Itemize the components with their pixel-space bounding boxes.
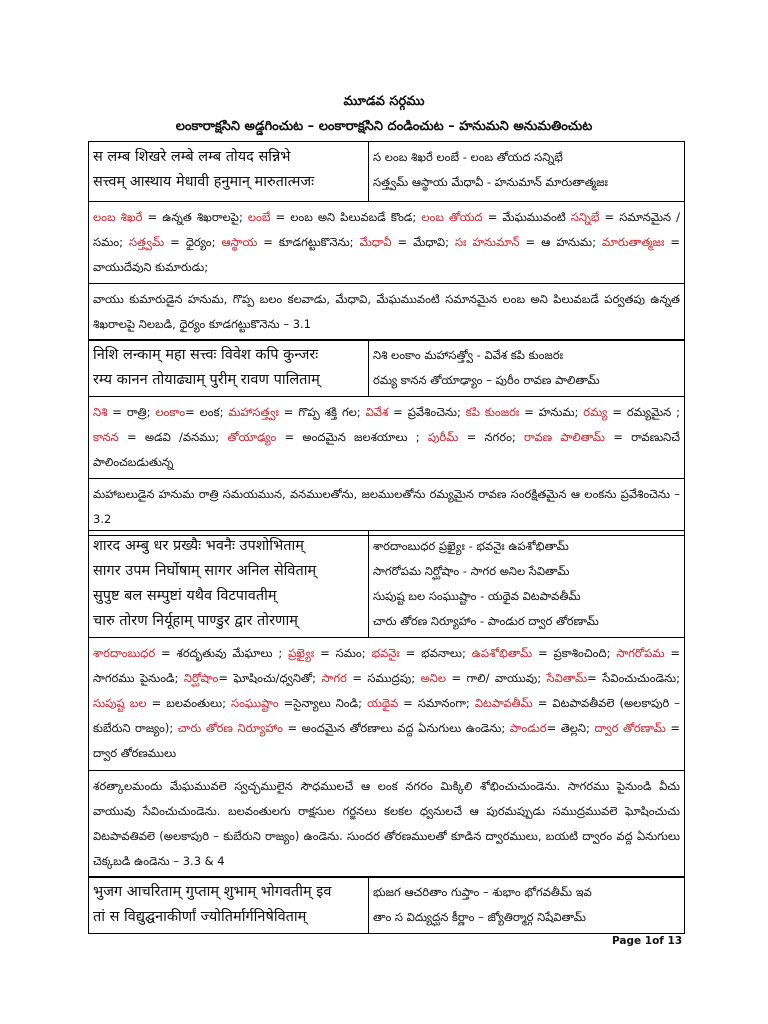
gloss-term: సాగర <box>321 671 347 685</box>
gloss-term: కపి కుంజరః <box>465 405 520 419</box>
sanskrit-line: सागर उपम निर्घोषाम् सागर अनिल सेविताम् <box>93 563 317 579</box>
gloss-term: ద్వార తోరణామ్ <box>594 721 666 735</box>
gloss-definition: = వాయుదేవుని కుమారుడు; <box>93 235 680 274</box>
gloss-term: సత్త్వమ్ <box>128 235 165 249</box>
verse-table <box>88 876 685 934</box>
gloss-term: ప్రఖ్యైః <box>288 646 315 660</box>
gloss-term: విటపావతీమ్ <box>474 696 533 710</box>
gloss-term: పాండుర <box>509 721 547 735</box>
gloss-term: సన్నిభే <box>570 210 600 224</box>
gloss-definition: = విటపావతీవలె (అలకాపురి – కుబేరుని రాజ్యం); <box>93 696 681 735</box>
word-meaning-cell <box>89 638 685 771</box>
gloss-definition: = ఘోషించు/ధ్వనితో; <box>218 671 322 685</box>
telugu-line: సాగరోపమ నిర్ఘోషాం - సాగర అనిల సేవితామ్ <box>373 564 570 578</box>
gloss-definition: = నగరం; <box>458 430 525 444</box>
page-number: Page 1of 13 <box>612 935 683 947</box>
gloss-term: రావణ పాలితామ్ <box>524 430 605 444</box>
verse-table <box>88 141 685 341</box>
sanskrit-line: भुजग आचरिताम् गुप्ताम् शुभाम् भोगवतीम् इव <box>93 884 332 900</box>
gloss-definition: = గాలి/ వాయువు; <box>446 671 547 685</box>
gloss-definition: = ఉన్నత శిఖరాలపై; <box>142 210 248 224</box>
gloss-term: నిర్ఘోషాం <box>183 671 219 685</box>
gloss-term: వివేశ <box>365 405 389 419</box>
gloss-definition: = సమానమైన /సమం; <box>93 210 681 249</box>
telugu-line: నిశి లంకాం మహాసత్త్వో - వివేశ కపి కుంజరః <box>373 348 564 362</box>
gloss-definition: = భవనాలు; <box>399 646 472 660</box>
page-title: మూడవ సర్గము <box>343 94 425 109</box>
gloss-definition: = రమ్యమైన ; <box>607 405 681 419</box>
gloss-term: లంబ శిఖరే <box>93 210 143 224</box>
gloss-term: అనిల <box>420 671 446 685</box>
gloss-definition: = రావణునిచే పాలించబడుతున్న <box>93 430 680 469</box>
gloss-term: సంఘుష్టాం <box>231 696 279 710</box>
gloss-definition: = కూడగట్టుకొనెను; <box>257 235 360 249</box>
gloss-term: సుపుష్ట బల <box>93 696 147 710</box>
gloss-term: లంకాం <box>155 405 186 419</box>
gloss-definition: = సమానంగా; <box>398 696 475 710</box>
gloss-definition: = సాగరము పైనుండి; <box>93 646 681 685</box>
sanskrit-line: रम्य कानन तोयाढ्याम् पुरीम् रावण पालिताम् <box>93 372 320 388</box>
gloss-definition: = సమం; <box>314 646 372 660</box>
gloss-definition: = అడవి /వనము; <box>118 430 228 444</box>
gloss-definition: = సేవించుచుండెను; <box>587 671 681 685</box>
telugu-transliteration-cell <box>369 877 685 934</box>
sanskrit-cell <box>89 531 369 638</box>
gloss-definition: = శరదృతువు మేఘాలు ; <box>155 646 289 660</box>
page-subtitle: లంకారాక్షసిని అడ్డగించుట – లంకారాక్షసిని దండించుట – హనుమని అనుమతించుట <box>175 119 593 134</box>
sanskrit-cell <box>89 877 369 934</box>
word-meaning-cell <box>89 397 685 479</box>
gloss-term: సాగరోపమ <box>616 646 665 660</box>
telugu-line: రమ్య కానన తోయాఢ్యాం – పురీం రావణ పాలితామ్ <box>373 373 600 387</box>
sanskrit-cell <box>89 340 369 397</box>
verse-block <box>88 876 684 934</box>
sanskrit-line: सुपुष्ट बल सम्पुष्टां यथैव विटपावतीम् <box>93 588 277 604</box>
telugu-line: చారు తోరణ నిర్యూహాం - పాండుర ద్వార తోరణామ్ <box>373 614 599 628</box>
verse-meaning: వాయు కుమారుడైన హనుమ, గొప్ప బలం కలవాడు, మేధావి, మేఘమువంటి సమానమైన లంబ అని పిలువబడే పర్వతపు ఉన్నత శిఖరాలపై నిలబడి, ధైర్యం కూడగట్టుకొనెను – 3.1 <box>89 284 685 341</box>
gloss-definition: = మేధావి; <box>391 235 455 249</box>
telugu-line: శారదాంబుధర ప్రఖ్యైః - భవనైః ఉపశోభితామ్ <box>373 539 569 553</box>
verse-block <box>88 339 684 536</box>
sanskrit-cell <box>89 142 369 202</box>
gloss-term: సేవితామ్ <box>546 671 588 685</box>
sanskrit-line: तां स विद्युद्घनाकीर्णां ज्योतिर्मार्गनिषेविताम् <box>93 909 307 925</box>
gloss-definition: = బలవంతులు; <box>146 696 231 710</box>
telugu-line: సుపుష్ట బల సంఘుష్టాం - యథైవ విటపావతీమ్ <box>373 589 581 603</box>
telugu-line: భుజగ ఆచరితాం గుప్తాం – శుభాం భోగవతీమ్ ఇవ <box>373 885 592 899</box>
gloss-definition: = సముద్రపు; <box>346 671 421 685</box>
sanskrit-line: शारद अम्बु धर प्रख्यैः भवनैः उपशोभिताम् <box>93 538 304 554</box>
gloss-term: భవనైః <box>371 646 400 660</box>
telugu-line: సత్త్వమ్ ఆస్థాయ మేధావీ - హనుమాన్ మారుతాత్మజః <box>373 175 608 189</box>
telugu-transliteration-cell <box>369 531 685 638</box>
verse-table <box>88 339 685 536</box>
verse-block <box>88 530 684 878</box>
telugu-line: తాం స విద్యుద్ఘన కీర్ణాం – జ్యోతిర్మార్గ నిషేవితామ్ <box>373 910 586 924</box>
verse-meaning: శరత్కాలమందు మేఘమువలె స్వచ్ఛములైన సౌధములచే ఆ లంక నగరం మిక్కిలి శోభించుచుండెను. సాగరము పైనుండి వీచు వాయువు సేవించుచుండెను. బలవంతులగు రాక్షసుల గర్జనలు కలకల ధ్వనులచే ఆ పురమప్పుడు సముద్రమువలె ఘోషించుచు విటపావతివలె (అలకాపురి – కుబేరుని రాజ్యం) ఉండెను. సుందర తోరణములతో కూడిన ద్వారములు, బయటి ద్వారం వద్ద ఏనుగులు చెక్కబడి ఉండెను – 3.3 & 4 <box>89 771 685 878</box>
gloss-definition: =సైన్యాలు నిండి; <box>278 696 368 710</box>
sanskrit-line: चारु तोरण निर्यूहाम् पाण्डुर द्वार तोरणाम् <box>93 613 298 629</box>
gloss-term: తోయాఢ్యం <box>227 430 277 444</box>
gloss-definition: = ప్రకాశించింది; <box>532 646 617 660</box>
verse-meaning: మహాబలుడైన హనుమ రాత్రి సమయమున, వనములతోను, జలములతోను రమ్యమైన రావణ సంరక్షితమైన ఆ లంకను ప్రవేశించెను – 3.2 <box>89 479 685 536</box>
gloss-term: పురీమ్ <box>427 430 459 444</box>
gloss-term: కానన <box>93 430 119 444</box>
gloss-term: లంబ తోయద <box>421 210 483 224</box>
telugu-line: స లంబ శిఖరే లంబే - లంబ తోయద సన్నిభే <box>373 150 563 164</box>
gloss-definition: = రాత్రి; <box>107 405 156 419</box>
gloss-term: ఆస్థాయ <box>221 235 258 249</box>
gloss-definition: = ఆ హనుమ; <box>519 235 602 249</box>
sanskrit-line: सत्त्वम् आस्थाय मेधावी हनुमान् मारुतात्मजः <box>93 174 315 190</box>
gloss-definition: = తెల్లని; <box>546 721 595 735</box>
verse-table <box>88 530 685 878</box>
gloss-term: చారు తోరణ నిర్యూహాం <box>177 721 283 735</box>
gloss-term: సః హనుమాన్ <box>454 235 520 249</box>
gloss-definition: = హనుమ; <box>519 405 584 419</box>
gloss-definition: = లంబ అని పిలువబడే కొండ; <box>270 210 422 224</box>
gloss-term: యథైవ <box>367 696 399 710</box>
gloss-term: శారదాంబుధర <box>93 646 156 660</box>
sanskrit-line: स लम्ब शिखरे लम्बे लम्ब तोयद सन्निभे <box>93 149 291 165</box>
sanskrit-line: निशि लन्काम् महा सत्त्वः विवेश कपि कुन्जरः <box>93 347 319 363</box>
telugu-transliteration-cell <box>369 340 685 397</box>
telugu-transliteration-cell <box>369 142 685 202</box>
gloss-definition: = లంక; <box>185 405 229 419</box>
gloss-term: మారుతాత్మజః <box>601 235 665 249</box>
gloss-term: ఉపశోభితామ్ <box>471 646 533 660</box>
gloss-definition: = మేఘమువంటి <box>482 210 571 224</box>
gloss-definition: = అందమైన తోరణాలు వద్ద ఏనుగులు ఉండెను; <box>282 721 510 735</box>
gloss-term: రమ్య <box>583 405 608 419</box>
gloss-definition: = గొప్ప శక్తి గల; <box>278 405 366 419</box>
verse-block <box>88 141 684 341</box>
gloss-definition: = అందమైన జలశయాలు ; <box>276 430 428 444</box>
gloss-definition: = ధైర్యం; <box>164 235 222 249</box>
gloss-definition: = ప్రవేశించెను; <box>388 405 466 419</box>
gloss-term: లంబే <box>247 210 271 224</box>
gloss-term: మహాసత్త్వః <box>228 405 279 419</box>
word-meaning-cell <box>89 202 685 284</box>
gloss-term: నిశి <box>93 405 108 419</box>
gloss-definition: = ద్వార తోరణములు <box>93 721 681 760</box>
gloss-term: మేధావీ <box>359 235 392 249</box>
